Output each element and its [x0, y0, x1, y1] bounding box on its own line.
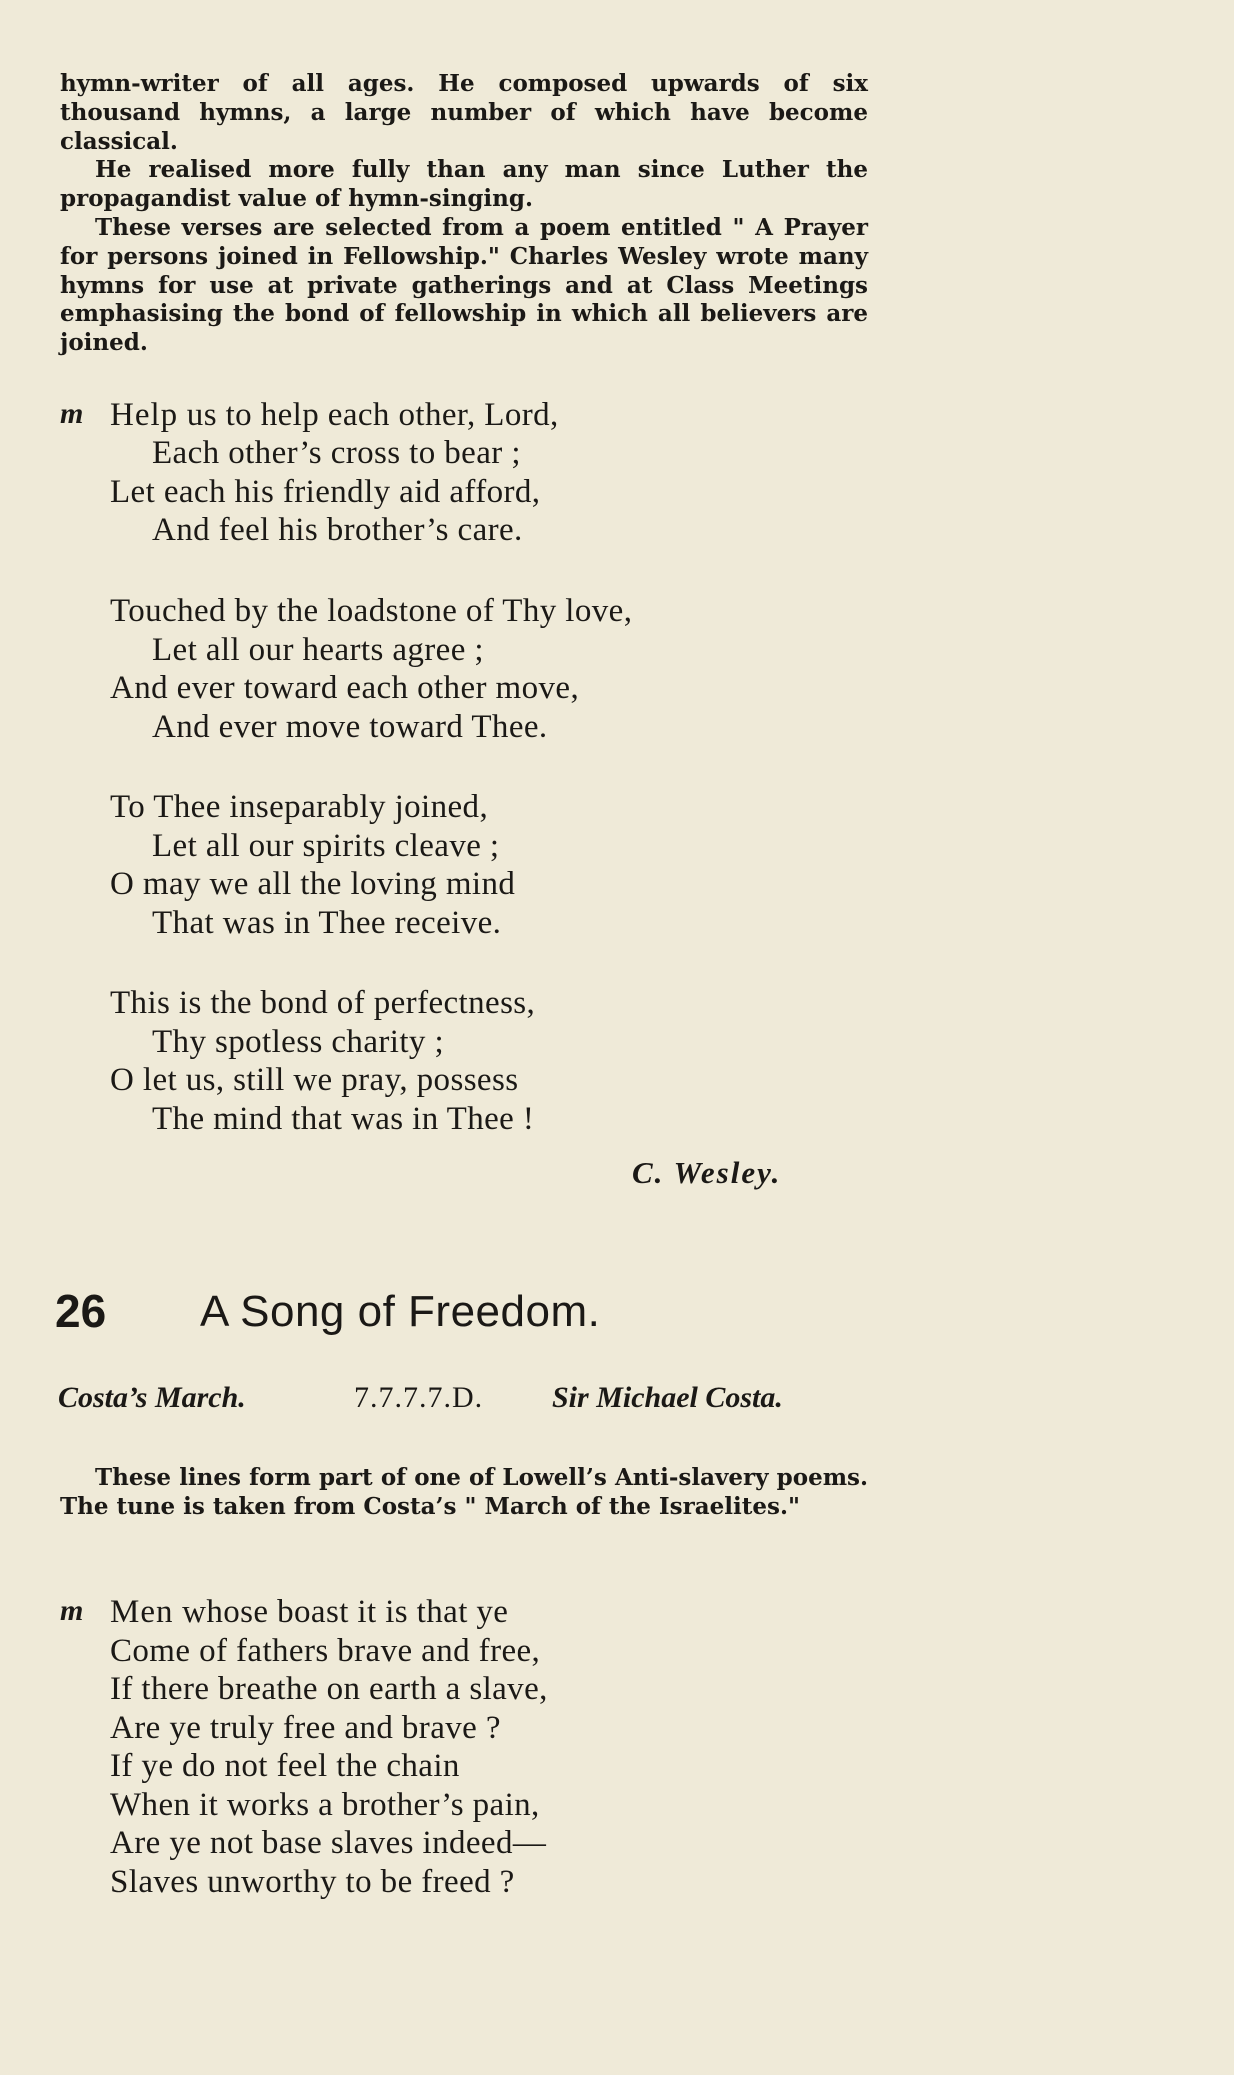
verse-line: The mind that was in Thee ! [152, 1101, 535, 1137]
intro-note [60, 70, 868, 358]
dynamic-marking: m [60, 1594, 84, 1627]
verse-line: If ye do not feel the chain [110, 1748, 460, 1784]
author-attribution: C. Wesley. [632, 1155, 782, 1190]
verse-line: Come of fathers brave and free, [110, 1633, 541, 1669]
verse-line: This is the bond of perfectness, [110, 985, 536, 1021]
verse-line: When it works a brother’s pain, [110, 1787, 540, 1823]
verse-line: And ever toward each other move, [110, 670, 580, 706]
verse-line: Let each his friendly aid afford, [110, 474, 541, 510]
first-line-rest: us to help each other, Lord, [178, 397, 559, 433]
verse-line [110, 396, 559, 434]
verse-line: Let all our spirits cleave ; [152, 828, 500, 864]
first-word: Men [110, 1594, 174, 1630]
verse-line: Slaves unworthy to be freed ? [110, 1864, 515, 1900]
verse-line: Are ye truly free and brave ? [110, 1710, 501, 1746]
dynamic-marking: m [60, 397, 84, 430]
first-word: Help [110, 397, 179, 433]
first-line-rest: whose boast it is that ye [173, 1594, 509, 1630]
verse-line: Touched by the loadstone of Thy love, [110, 593, 633, 629]
verse-line: O may we all the loving mind [110, 866, 516, 902]
composer: Sir Michael Costa. [552, 1381, 783, 1414]
verse-line: Are ye not base slaves indeed— [110, 1825, 547, 1861]
hymn-title: A Song of Freedom. [200, 1287, 601, 1336]
hymn-note [60, 1464, 868, 1522]
metre: 7.7.7.7.D. [354, 1381, 484, 1414]
hymn-note-paragraph: These lines form part of one of Lowell’s Anti-slavery poems. The tune is taken from Costa’s " March of the Israelites." [60, 1464, 868, 1520]
intro-note-paragraph: hymn-writer of all ages. He composed upwards of six thousand hymns, a large number of which have become classical. [60, 70, 868, 155]
intro-note-paragraph: He realised more fully than any man since Luther the propagandist value of hymn-singing. [60, 156, 868, 213]
tune-name: Costa’s March. [58, 1381, 246, 1414]
verse-line: If there breathe on earth a slave, [110, 1671, 548, 1707]
verse-line: Each other’s cross to bear ; [152, 435, 521, 471]
verse-line: Let all our hearts agree ; [152, 632, 484, 668]
verse-line: O let us, still we pray, possess [110, 1062, 519, 1098]
verse-line: To Thee inseparably joined, [110, 789, 489, 825]
verse-line: That was in Thee receive. [152, 905, 502, 941]
verse-line: Thy spotless charity ; [152, 1024, 445, 1060]
intro-note-paragraph: These verses are selected from a poem entitled " A Prayer for persons joined in Fellowship." Charles Wesley wrote many hymns for use at private gatherings and at Class Meetings emphasising the bond of fellowship in which all believers are joined. [60, 213, 868, 357]
hymn-number: 26 [55, 1285, 107, 1337]
verse-line: And feel his brother’s care. [152, 512, 523, 548]
tune-info [58, 1381, 868, 1415]
verse-line: And ever move toward Thee. [152, 709, 548, 745]
verse-line [110, 1593, 508, 1631]
